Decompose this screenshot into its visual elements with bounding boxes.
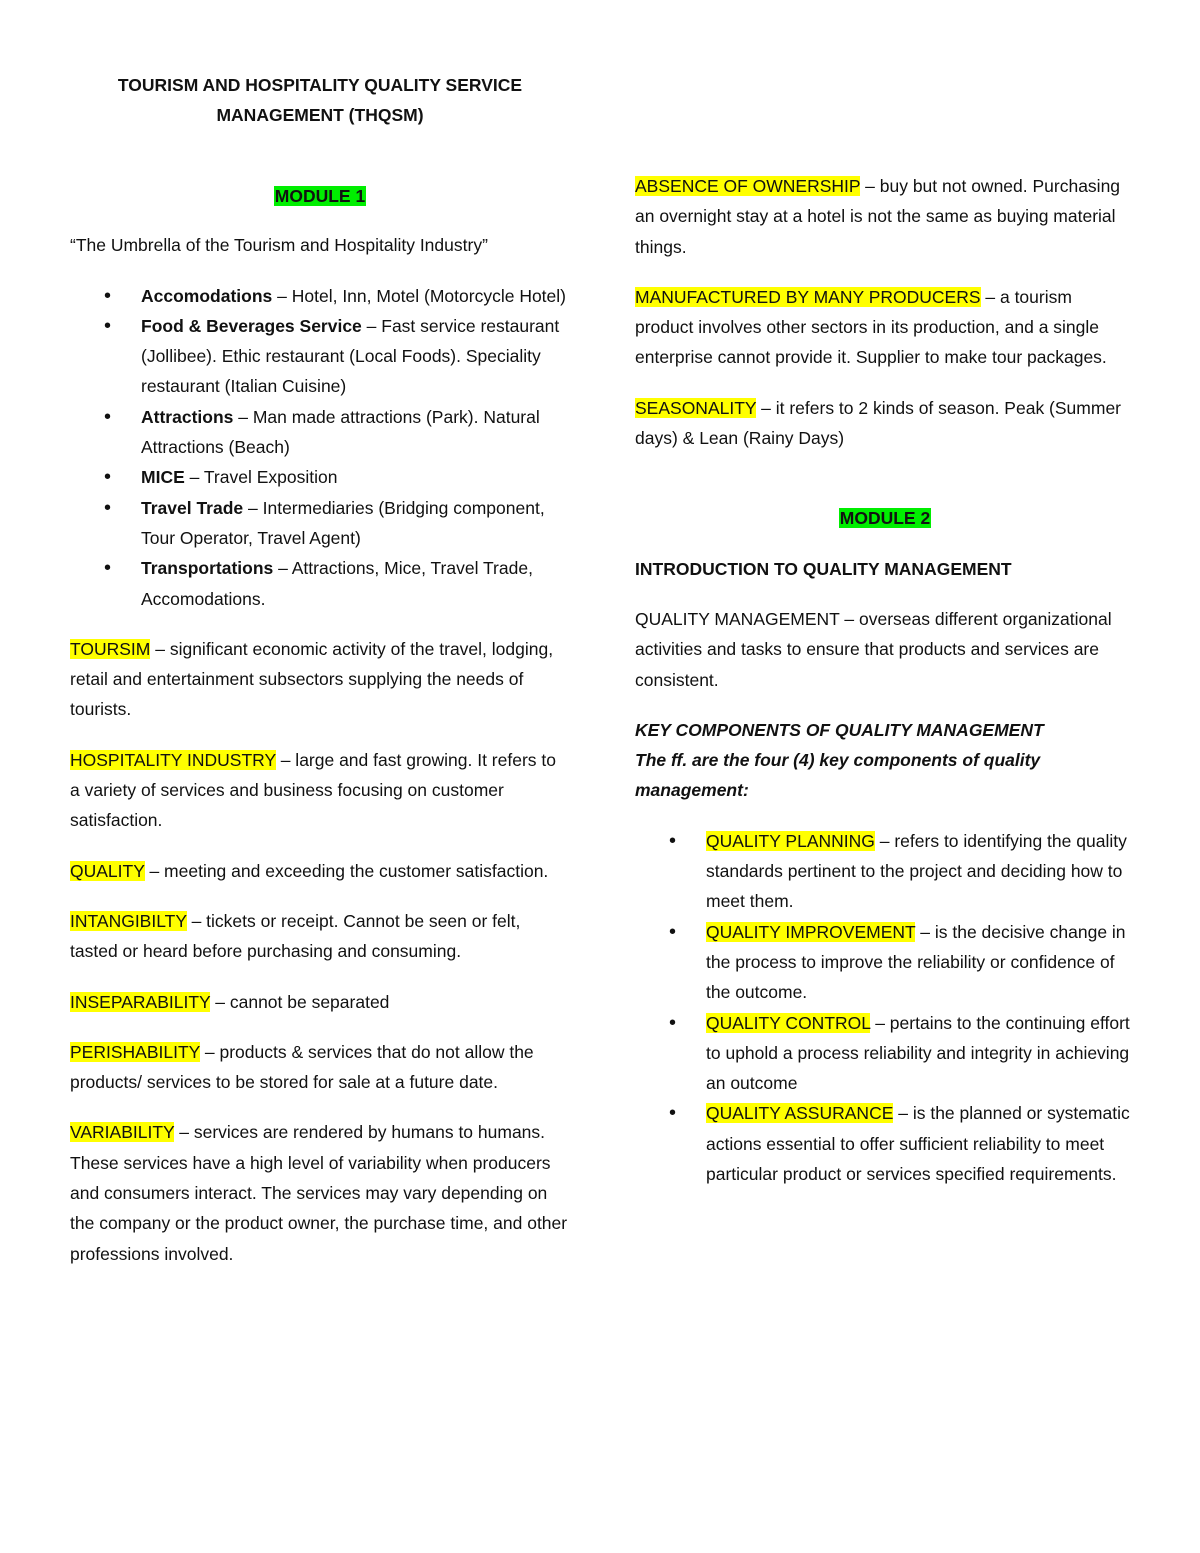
definition-seasonality: SEASONALITY – it refers to 2 kinds of season. Peak (Summer days) & Lean (Rainy Days) [635,397,1122,449]
definition-manufactured-by-many-producers: MANUFACTURED BY MANY PRODUCERS – a tourism product involves other sectors in its production, and a single enterprise cannot provide it. Supplier to make tour packages. [635,286,1107,368]
list-item: • MICE – Travel Exposition [141,462,570,492]
right-column [635,171,1135,1189]
quality-management-definition: QUALITY MANAGEMENT – overseas different organizational activities and tasks to ensure that products and services are consistent. [635,608,1112,690]
list-item: • Accomodations – Hotel, Inn, Motel (Motorcycle Hotel) [141,281,570,311]
list-item: • Attractions – Man made attractions (Park). Natural Attractions (Beach) [141,402,570,463]
title-line-1: TOURISM AND HOSPITALITY QUALITY SERVICE [117,75,523,95]
key-components-heading: KEY COMPONENTS OF QUALITY MANAGEMENT [635,719,1044,740]
list-item: • Transportations – Attractions, Mice, Travel Trade, Accomodations. [141,553,570,614]
list-item: • QUALITY IMPROVEMENT – is the decisive change in the process to improve the reliability or confidence of the outcome. [706,917,1135,1008]
left-column [70,181,570,1289]
key-components-intro: The ff. are the four (4) key components of quality management: [635,750,1041,801]
module-2-heading: MODULE 2 [839,508,931,529]
list-item: • Food & Beverages Service – Fast service restaurant (Jollibee). Ethic restaurant (Local Foods). Speciality restaurant (Italian Cuisine) [141,311,570,402]
module-1-heading: MODULE 1 [274,186,366,206]
intro-heading: INTRODUCTION TO QUALITY MANAGEMENT [635,558,1012,579]
list-item: • QUALITY PLANNING – refers to identifying the quality standards pertinent to the project and deciding how to meet them. [706,826,1135,917]
definition-perishability: PERISHABILITY – products & services that do not allow the products/ services to be stored for sale at a future date. [70,1041,534,1093]
list-item: • QUALITY ASSURANCE – is the planned or systematic actions essential to offer sufficient reliability to meet particular product or services specified requirements. [706,1098,1135,1189]
definition-hospitality-industry: HOSPITALITY INDUSTRY – large and fast growing. It refers to a variety of services and business focusing on customer satisfaction. [70,749,556,831]
document-title [70,70,570,130]
definition-intangibility: INTANGIBILTY – tickets or receipt. Cannot be seen or felt, tasted or heard before purchasing and consuming. [70,910,521,962]
list-item: • Travel Trade – Intermediaries (Bridging component, Tour Operator, Travel Agent) [141,493,570,554]
definition-absence-of-ownership: ABSENCE OF OWNERSHIP – buy but not owned. Purchasing an overnight stay at a hotel is not the same as buying material things. [635,176,1121,257]
list-item: • QUALITY CONTROL – pertains to the continuing effort to uphold a process reliability and integrity in achieving an outcome [706,1008,1135,1099]
definition-variability: VARIABILITY – services are rendered by humans to humans. These services have a high level of variability when producers and consumers interact. The services may vary depending on the company or the product owner, the purchase time, and other professions involved. [70,1122,568,1264]
definition-tourism: TOURSIM – significant economic activity of the travel, lodging, retail and entertainment subsectors supplying the needs of tourists. [70,638,554,720]
key-components-list [635,826,1135,1190]
title-line-2: MANAGEMENT (THQSM) [216,105,424,125]
definition-inseparability: INSEPARABILITY – cannot be separated [70,991,390,1012]
umbrella-list [70,281,570,614]
module-1-subtitle: “The Umbrella of the Tourism and Hospitality Industry” [70,235,488,256]
definition-quality: QUALITY – meeting and exceeding the customer satisfaction. [70,860,549,881]
